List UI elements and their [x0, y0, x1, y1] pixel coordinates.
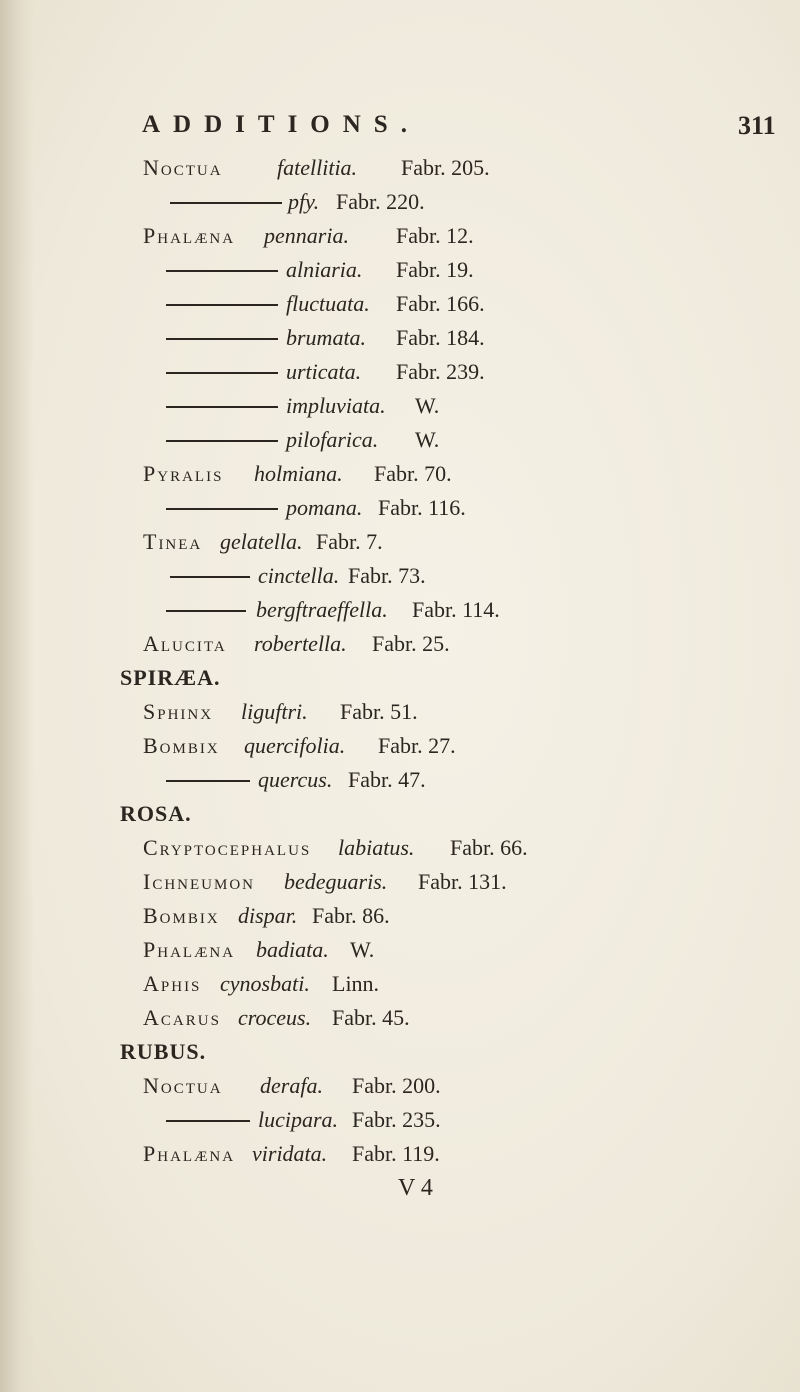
fabricius-reference: Fabr. 220.: [336, 189, 425, 214]
fabricius-reference: Fabr. 235.: [352, 1107, 441, 1132]
plant-heading: RUBUS.: [120, 1039, 207, 1064]
fabricius-reference: Fabr. 114.: [412, 597, 500, 622]
entry-line: [0, 932, 800, 968]
entry-line: [0, 524, 800, 560]
entry-line: [0, 184, 800, 220]
signature-mark: V 4: [398, 1175, 433, 1201]
fabricius-reference: Fabr. 205.: [401, 155, 490, 180]
plant-heading: ROSA.: [120, 801, 192, 826]
fabricius-reference: Fabr. 86.: [312, 903, 390, 928]
ditto-dash: [166, 440, 278, 442]
fabricius-reference: Fabr. 12.: [396, 223, 474, 248]
species-name: pilofarica.: [286, 427, 379, 452]
entry-line: [0, 1136, 800, 1172]
fabricius-reference: Fabr. 119.: [352, 1141, 440, 1166]
entry-line: [0, 864, 800, 900]
fabricius-reference: W.: [415, 427, 440, 452]
fabricius-reference: Fabr. 184.: [396, 325, 485, 350]
entry-line: [0, 1102, 800, 1138]
fabricius-reference: Fabr. 73.: [348, 563, 426, 588]
ditto-dash: [166, 780, 250, 782]
ditto-dash: [170, 202, 282, 204]
species-name: impluviata.: [286, 393, 386, 418]
genus-name: Bombix: [143, 903, 220, 928]
entry-line: [0, 320, 800, 356]
plant-heading-line: [0, 796, 800, 832]
entry-line: [0, 558, 800, 594]
species-name: robertella.: [254, 631, 347, 656]
species-name: gelatella.: [220, 529, 303, 554]
species-name: urticata.: [286, 359, 362, 384]
entry-line: [0, 388, 800, 424]
entry-line: [0, 762, 800, 798]
entry-line: [0, 490, 800, 526]
species-name: badiata.: [256, 937, 329, 962]
ditto-dash: [166, 270, 278, 272]
genus-name: Pyralis: [143, 461, 224, 486]
entry-line: [0, 456, 800, 492]
ditto-dash: [166, 372, 278, 374]
genus-name: Sphinx: [143, 699, 214, 724]
entry-line: [0, 286, 800, 322]
species-name: viridata.: [252, 1141, 328, 1166]
genus-name: Phalæna: [143, 223, 236, 248]
species-name: fluctuata.: [286, 291, 370, 316]
genus-name: Ichneumon: [143, 869, 255, 894]
entry-line: [0, 592, 800, 628]
fabricius-reference: Fabr. 45.: [332, 1005, 410, 1030]
species-name: cynosbati.: [220, 971, 310, 996]
fabricius-reference: Fabr. 25.: [372, 631, 450, 656]
entry-line: [0, 354, 800, 390]
entry-line: [0, 694, 800, 730]
genus-name: Tinea: [143, 529, 203, 554]
genus-name: Acarus: [143, 1005, 221, 1030]
fabricius-reference: Fabr. 166.: [396, 291, 485, 316]
fabricius-reference: Fabr. 131.: [418, 869, 507, 894]
species-name: pennaria.: [264, 223, 349, 248]
species-name: labiatus.: [338, 835, 415, 860]
entry-line: [0, 728, 800, 764]
species-name: bedeguaris.: [284, 869, 388, 894]
species-name: quercifolia.: [244, 733, 346, 758]
species-name: dispar.: [238, 903, 298, 928]
ditto-dash: [166, 338, 278, 340]
page-number: 311: [738, 111, 776, 140]
genus-name: Noctua: [143, 155, 223, 180]
species-name: pfy.: [288, 189, 320, 214]
ditto-dash: [166, 508, 278, 510]
plant-heading-line: [0, 1034, 800, 1070]
species-name: derafa.: [260, 1073, 323, 1098]
fabricius-reference: Fabr. 47.: [348, 767, 426, 792]
fabricius-reference: Fabr. 51.: [340, 699, 418, 724]
fabricius-reference: Fabr. 7.: [316, 529, 383, 554]
ditto-dash: [170, 576, 250, 578]
genus-name: Phalæna: [143, 1141, 236, 1166]
species-name: holmiana.: [254, 461, 343, 486]
species-name: fatellitia.: [277, 155, 358, 180]
species-name: brumata.: [286, 325, 367, 350]
fabricius-reference: Fabr. 66.: [450, 835, 528, 860]
genus-name: Cryptocephalus: [143, 835, 312, 860]
running-head: ADDITIONS.: [142, 111, 420, 138]
genus-name: Aphis: [143, 971, 202, 996]
species-name: lucipara.: [258, 1107, 339, 1132]
entry-line: [0, 422, 800, 458]
species-name: cinctella.: [258, 563, 340, 588]
genus-name: Bombix: [143, 733, 220, 758]
entry-line: [0, 1068, 800, 1104]
fabricius-reference: Fabr. 70.: [374, 461, 452, 486]
entry-line: [0, 218, 800, 254]
species-name: liguftri.: [241, 699, 308, 724]
genus-name: Phalæna: [143, 937, 236, 962]
species-name: pomana.: [286, 495, 363, 520]
page-header: [0, 111, 800, 151]
species-name: bergftraeffella.: [256, 597, 388, 622]
entry-line: [0, 830, 800, 866]
fabricius-reference: Fabr. 116.: [378, 495, 466, 520]
entry-line: [0, 252, 800, 288]
plant-heading: SPIRÆA.: [120, 665, 221, 690]
fabricius-reference: Linn.: [332, 971, 380, 996]
signature-line: [0, 1170, 800, 1206]
entry-line: [0, 626, 800, 662]
ditto-dash: [166, 1120, 250, 1122]
genus-name: Alucita: [143, 631, 227, 656]
fabricius-reference: Fabr. 239.: [396, 359, 485, 384]
ditto-dash: [166, 610, 246, 612]
species-name: quercus.: [258, 767, 333, 792]
entry-line: [0, 966, 800, 1002]
plant-heading-line: [0, 660, 800, 696]
fabricius-reference: Fabr. 19.: [396, 257, 474, 282]
entry-line: [0, 898, 800, 934]
fabricius-reference: W.: [350, 937, 375, 962]
fabricius-reference: W.: [415, 393, 440, 418]
fabricius-reference: Fabr. 27.: [378, 733, 456, 758]
ditto-dash: [166, 406, 278, 408]
fabricius-reference: Fabr. 200.: [352, 1073, 441, 1098]
entry-line: [0, 1000, 800, 1036]
species-name: alniaria.: [286, 257, 363, 282]
species-name: croceus.: [238, 1005, 312, 1030]
entry-line: [0, 150, 800, 186]
genus-name: Noctua: [143, 1073, 223, 1098]
ditto-dash: [166, 304, 278, 306]
